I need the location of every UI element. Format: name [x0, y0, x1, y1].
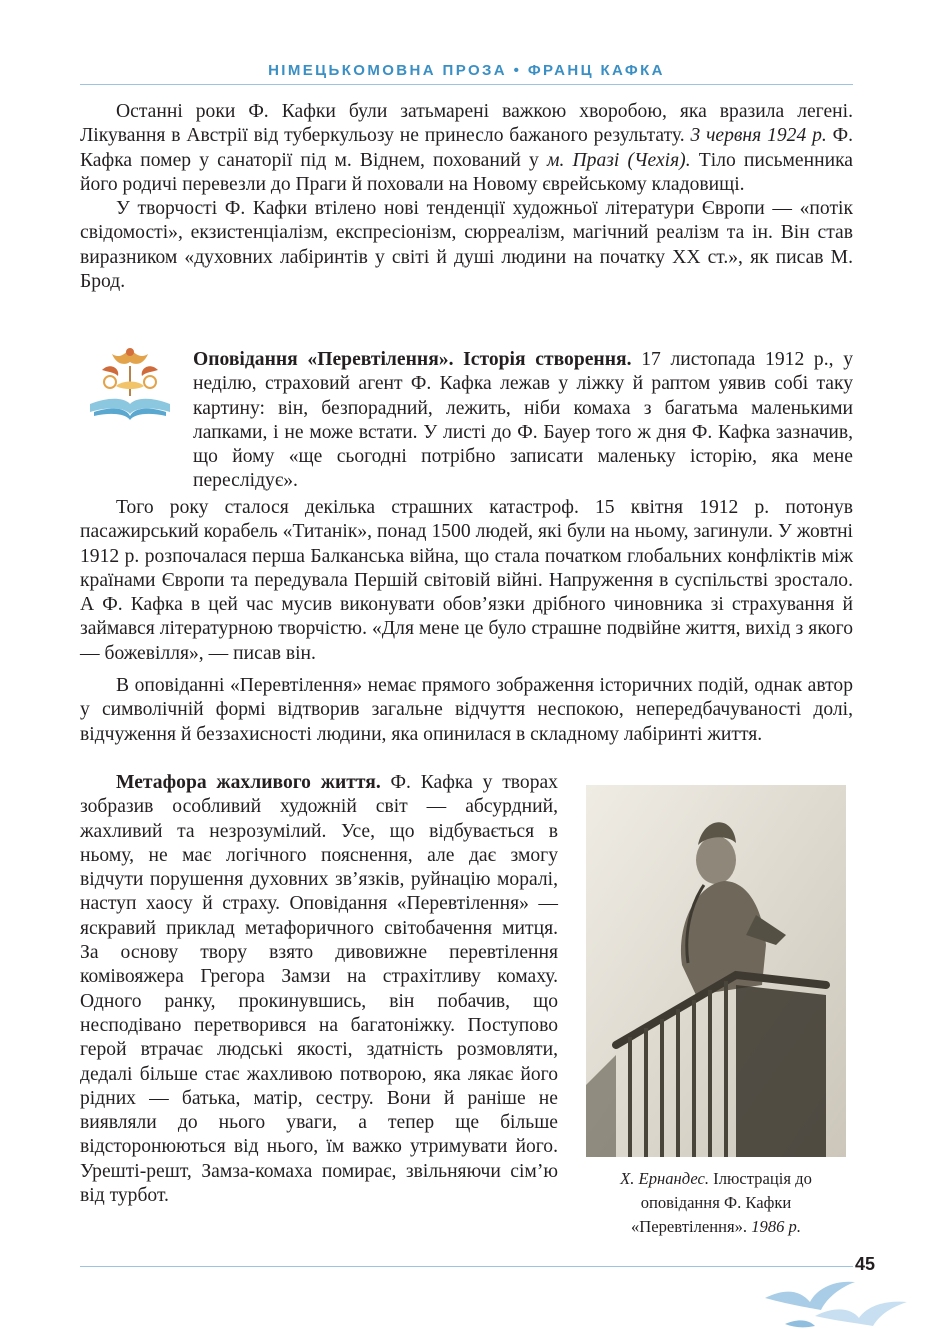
section-title: Оповідання «Перевтілення». Історія створення. [193, 349, 632, 370]
section-text: 17 листопада 1912 р., у неділю, страховий агент Ф. Кафка лежав у ліжку й раптом уявив собі таку картину: він, безпорадний, лежить, ніби комаха з багатьма маленькими лапками, і не може встати. У листі до Ф. Бауер того ж дня Ф. Кафка зазначив, що йому «ще сьогодні потрібно записати маленьку історію, яка мене переслідує». [193, 349, 853, 492]
paragraph-text: Того року сталося декілька страшних катастроф. 15 квітня 1912 р. потонув пасажирський корабель «Титанік», понад 1500 людей, які були на ньому, загинули. У жовтні 1912 р. розпочалася перша Балканська війна, що стала початком глобальних конфліктів між країнами Європи та передувала Першій світовій війні. Напруження в суспільстві зростало. А Ф. Кафка в цей час мусив виконувати обов’язки дрібного чиновника зі страхування й займався літературною творчістю. «Для мене це було страшне подвійне життя, вихід з якого — божевілля», — писав він. [80, 497, 853, 664]
section-text: Ф. Кафка у творах зобразив особливий художній світ — абсурдний, жахливий та незрозумілий. Усе, що відбувається в ньому, не має логічного пояснення, але дає змогу відчути порушення духовних зв’язків, руйнацію моралі, наступ хаосу й страху. Оповідання «Перевтілення» — яскравий приклад метафоричного світобачення митця. За основу твору взято дивовижне перевтілення комівояжера Грегора Замзи на страхітливу комаху. Одного ранку, прокинувшись, він побачив, що несподівано перетворився на багатоніжку. Поступово герой втрачає людські якості, здатність розмовляти, дедалі більше стає жахливою потворою, яка лякає його рідних — батька, матір, сестру. Вони й раніше не виявляли до нього уваги, а тепер ще більше відсторонюються від нього, їм важко утримувати його. Урешті-решт, Замза-комаха помирає, звільняючи сім’ю від турбот. [80, 772, 558, 1207]
illustration-image [586, 785, 846, 1157]
paragraph-last-years [80, 100, 853, 294]
paragraph-text: В оповіданні «Перевтілення» немає прямого зображення історичних подій, однак автор у символічній формі відтворив загальне відчуття неспокою, непередбачуваності долі, відчуження й беззахисності людини, яка опинилася в складному лабіринті життя. [80, 675, 853, 745]
burial-place: м. Празі (Чехія). [546, 149, 691, 171]
caption-author: Х. Ернандес. [620, 1169, 710, 1188]
text-segment: Ф. Кафка помер у санаторії під м. Віднем, похований у [80, 125, 853, 171]
section-metaphor [80, 771, 558, 1208]
page-number: 45 [855, 1254, 876, 1274]
section-metamorphosis-history [80, 348, 853, 494]
text-segment: Тіло письменника його родичі перевезли до Праги й поховали на Новому єврейському кладовищі. [80, 149, 853, 195]
header-divider [80, 84, 853, 85]
paragraph-trends: У творчості Ф. Кафки втілено нові тенденції художньої літератури Європи — «потік свідомості», екзистенціалізм, експресіонізм, сюрреалізм, магічний реалізм та ін. Він став виразником «духовних лабіринтів у світі й душі людини на початку XX ст.», як писав М. Брод. [80, 198, 853, 293]
text-segment: Останні роки Ф. Кафки були затьмарені важкою хворобою, яка вразила легені. Лікування в Австрії від туберкульозу не принесло бажаного результату. [80, 101, 853, 147]
death-date: 3 червня 1924 р. [690, 125, 827, 147]
caption-year: 1986 р. [751, 1217, 801, 1236]
footer-divider [80, 1266, 853, 1267]
paragraph-catastrophes [80, 496, 853, 666]
running-header: НІМЕЦЬКОМОВНА ПРОЗА • ФРАНЦ КАФКА [268, 62, 665, 79]
birds-ornament-icon [755, 1268, 915, 1338]
paragraph-symbolic-form [80, 674, 853, 747]
caption-text: Ілюстрація до оповідання Ф. Кафки «Перевтілення». [630, 1169, 812, 1236]
illustration-caption [590, 1167, 842, 1239]
section-title: Метафора жахливого життя. [116, 772, 381, 793]
